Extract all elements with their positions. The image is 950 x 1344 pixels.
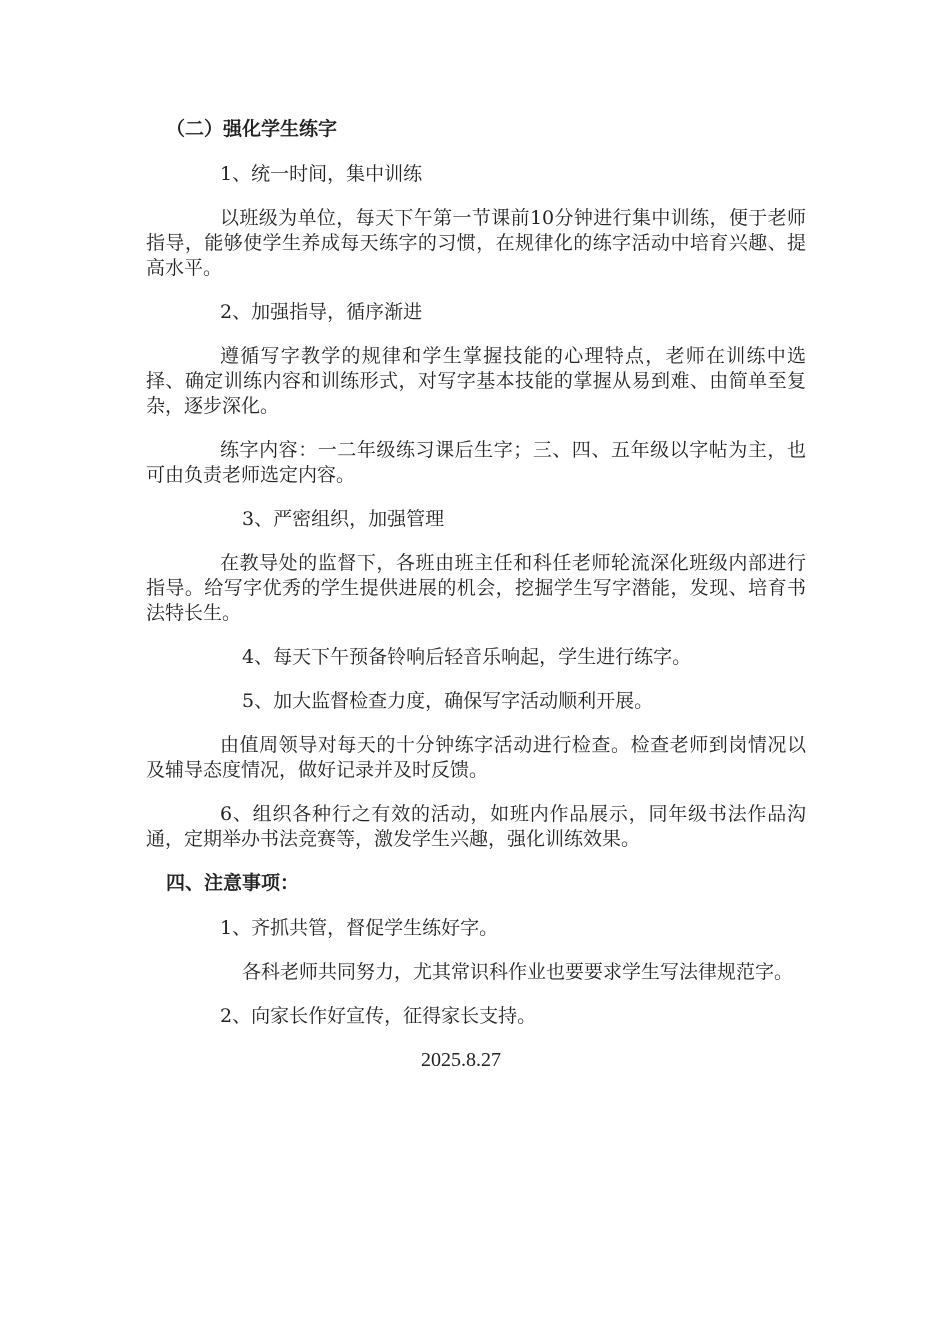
note-1-body: 各科老师共同努力，尤其常识科作业也要要求学生写法律规范字。 (242, 961, 794, 983)
section-heading-strengthen-practice: （二）强化学生练字 (166, 118, 338, 140)
item-1-title: 1、统一时间，集中训练 (220, 163, 423, 185)
item-4: 4、每天下午预备铃响后轻音乐响起，学生进行练字。 (242, 646, 692, 668)
item-5-body: 由值周领导对每天的十分钟练字活动进行检查。检查老师到岗情况以及辅导态度情况，做好记录并及时反馈。 (146, 734, 806, 781)
item-1-body: 以班级为单位，每天下午第一节课前10分钟进行集中训练，便于老师指导，能够使学生养成每天练字的习惯，在规律化的练字活动中培育兴趣、提高水平。 (146, 207, 806, 279)
document-date: 2025.8.27 (421, 1049, 501, 1071)
item-2-content: 练字内容：一二年级练习课后生字；三、四、五年级以字帖为主，也可由负责老师选定内容。 (146, 439, 806, 486)
document-body (146, 117, 806, 1073)
item-2-title: 2、加强指导，循序渐进 (220, 301, 423, 323)
item-3-body: 在教导处的监督下，各班由班主任和科任老师轮流深化班级内部进行指导。给写字优秀的学生提供进展的机会，挖掘学生写字潜能，发现、培育书法特长生。 (146, 552, 806, 624)
item-2-body: 遵循写字教学的规律和学生掌握技能的心理特点，老师在训练中选择、确定训练内容和训练形式，对写字基本技能的掌握从易到难、由简单至复杂，逐步深化。 (146, 345, 806, 417)
item-3-title: 3、严密组织，加强管理 (242, 508, 445, 530)
note-2-title: 2、向家长作好宣传，征得家长支持。 (220, 1005, 537, 1027)
note-1-title: 1、齐抓共管，督促学生练好字。 (220, 917, 499, 939)
section-heading-notes: 四、注意事项： (166, 872, 300, 894)
item-6: 6、组织各种行之有效的活动，如班内作品展示，同年级书法作品沟通，定期举办书法竞赛等，激发学生兴趣，强化训练效果。 (146, 803, 806, 850)
item-5-title: 5、加大监督检查力度，确保写字活动顺利开展。 (242, 690, 654, 712)
